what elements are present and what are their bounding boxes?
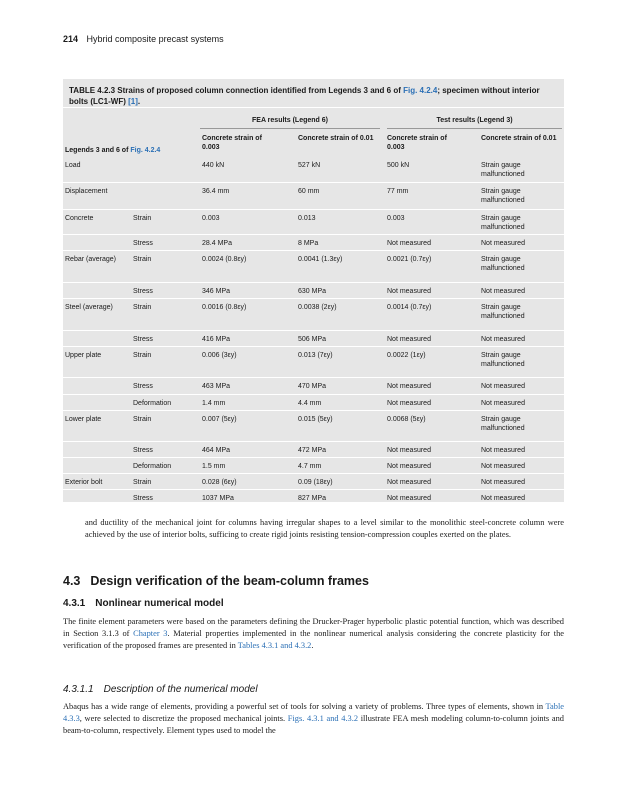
row-divider <box>63 298 564 299</box>
table-cell: 463 MPa <box>202 383 231 390</box>
legends-header: Legends 3 and 6 of Fig. 4.2.4 <box>65 147 161 154</box>
row-divider <box>63 282 564 283</box>
section-heading <box>63 574 369 588</box>
table-cell: 4.4 mm <box>298 400 322 407</box>
table-cell: Strain gauge malfunctioned <box>481 416 525 432</box>
row-quantity: Stress <box>133 383 153 390</box>
group-header-fea: FEA results (Legend 6) <box>252 117 328 124</box>
table-cell: 0.0014 (0.7εy) <box>387 304 432 311</box>
legends-figure-link[interactable]: Fig. 4.2.4 <box>130 147 161 154</box>
row-divider <box>63 377 564 378</box>
table-cell: Not measured <box>387 495 431 502</box>
figure-link[interactable]: Fig. 4.2.4 <box>403 86 438 95</box>
table-cell: 346 MPa <box>202 288 231 295</box>
table-cell: 0.09 (18εy) <box>298 479 333 486</box>
row-divider <box>63 330 564 331</box>
tables-link[interactable]: Tables 4.3.1 and 4.3.2 <box>237 641 312 650</box>
row-category: Concrete <box>65 215 94 222</box>
table-cell: 416 MPa <box>202 336 231 343</box>
row-category: Exterior bolt <box>65 479 103 486</box>
table-cell: Not measured <box>481 447 525 454</box>
table-cell: 500 kN <box>387 162 410 169</box>
table-cell: 0.013 (7εy) <box>298 352 333 359</box>
col-header: Concrete strain of 0.003 <box>387 135 447 151</box>
paragraph-abaqus: Abaqus has a wide range of elements, providing a powerful set of tools for solving a variety of problems. Three types of elements, shown in Table 4.3.3, were selected to discretize the proposed mechanical joints. Figs. 4.3.1 and 4.3.2 illustrate FEA mesh modeling column-to-column joints and beam-to-column, respectively. Element types used to model the <box>63 702 564 735</box>
table-cell: 4.7 mm <box>298 463 322 470</box>
subsection-title: Nonlinear numerical model <box>95 598 224 609</box>
row-category: Load <box>65 162 81 169</box>
table-cell: 36.4 mm <box>202 188 230 195</box>
chapter-link[interactable]: Chapter 3 <box>133 629 168 638</box>
table-cell: Strain gauge malfunctioned <box>481 188 525 204</box>
section-number: 4.3 <box>63 574 81 588</box>
row-quantity: Stress <box>133 288 153 295</box>
row-divider <box>63 489 564 490</box>
row-divider <box>63 209 564 210</box>
row-category: Lower plate <box>65 416 102 423</box>
row-quantity: Deformation <box>133 400 172 407</box>
table-cell: 28.4 MPa <box>202 240 232 247</box>
col-header: Concrete strain of 0.01 <box>481 135 557 142</box>
table-cell: Not measured <box>387 463 431 470</box>
table-cell: Not measured <box>481 288 525 295</box>
col-header: Concrete strain of 0.003 <box>202 135 262 151</box>
row-category: Upper plate <box>65 352 102 359</box>
paragraph-fe-parameters: The finite element parameters were based on the parameters defining the Drucker-Prager hyperbolic plastic potential function, which was described in Section 3.1.3 of Chapter 3. Material properties implemented in the nonlinear numerical analysis considering the concrete plasticity for the verification of the proposed frames are presented in Tables 4.3.1 and 4.3.2. <box>63 617 564 650</box>
row-quantity: Strain <box>133 215 152 222</box>
table-cell: Not measured <box>387 288 431 295</box>
reference-link[interactable]: [1] <box>128 97 138 106</box>
table-cell: 0.0016 (0.8εy) <box>202 304 247 311</box>
table-cell: 0.007 (5εy) <box>202 416 237 423</box>
row-quantity: Strain <box>133 479 152 486</box>
table-cell: 0.0041 (1.3εy) <box>298 256 343 263</box>
row-quantity: Stress <box>133 447 153 454</box>
table-cell: 0.0024 (0.8εy) <box>202 256 247 263</box>
table-cell: Strain gauge malfunctioned <box>481 162 525 178</box>
row-divider <box>63 441 564 442</box>
row-quantity: Strain <box>133 416 152 423</box>
table-cell: Not measured <box>387 383 431 390</box>
table-cell: 506 MPa <box>298 336 327 343</box>
table-cell: 1.4 mm <box>202 400 226 407</box>
table-cell: 470 MPa <box>298 383 327 390</box>
table-cell: 0.0068 (5εy) <box>387 416 426 423</box>
row-divider <box>63 473 564 474</box>
row-divider <box>63 346 564 347</box>
row-quantity: Stress <box>133 495 153 502</box>
table-cell: Strain gauge malfunctioned <box>481 304 525 320</box>
table-cell: Not measured <box>481 383 525 390</box>
table-caption: TABLE 4.2.3 Strains of proposed column connection identified from Legends 3 and 6 of Fig. 4.2.4; specimen without interior bolts (LC1-WF) [1]. <box>69 86 540 106</box>
paragraph-ductility: and ductility of the mechanical joint for columns having irregular shapes to a level similar to the monolithic steel-concrete column were achieved by the use of interior bolts, sufficing to create rigid joints resisting tension-compression couples exerted on the plates. <box>85 518 564 539</box>
running-header <box>63 34 224 44</box>
table-cell: 827 MPa <box>298 495 327 502</box>
table-cell: Not measured <box>481 479 525 486</box>
table-cell: Not measured <box>387 336 431 343</box>
subsection-heading <box>63 598 224 609</box>
table-link[interactable]: Table 4.3.3 <box>63 702 564 723</box>
table-cell: Strain gauge malfunctioned <box>481 352 525 368</box>
table-cell: 472 MPa <box>298 447 327 454</box>
figures-link[interactable]: Figs. 4.3.1 and 4.3.2 <box>287 714 359 723</box>
running-title: Hybrid composite precast systems <box>86 34 224 44</box>
subsubsection-title: Description of the numerical model <box>103 684 258 695</box>
table-cell: 464 MPa <box>202 447 231 454</box>
row-divider <box>63 182 564 183</box>
table-cell: Not measured <box>387 400 431 407</box>
table-cell: Not measured <box>387 447 431 454</box>
row-category: Steel (average) <box>65 304 113 311</box>
row-divider <box>63 394 564 395</box>
table-cell: 0.013 <box>298 215 316 222</box>
table-cell: 1037 MPa <box>202 495 234 502</box>
group-underline-test <box>387 128 562 129</box>
table-cell: 0.028 (6εy) <box>202 479 237 486</box>
group-underline-fea <box>200 128 380 129</box>
row-quantity: Strain <box>133 304 152 311</box>
table-cell: Not measured <box>481 240 525 247</box>
table-cell: Strain gauge malfunctioned <box>481 215 525 231</box>
col-header: Concrete strain of 0.01 <box>298 135 374 142</box>
table-cell: 0.003 <box>202 215 220 222</box>
table-cell: Not measured <box>387 240 431 247</box>
row-divider <box>63 457 564 458</box>
section-title: Design verification of the beam-column frames <box>90 574 369 588</box>
row-category: Rebar (average) <box>65 256 116 263</box>
table-cell: 0.0038 (2εy) <box>298 304 337 311</box>
row-quantity: Deformation <box>133 463 172 470</box>
table-cell: Not measured <box>481 400 525 407</box>
table-cell: 8 MPa <box>298 240 319 247</box>
row-divider <box>63 410 564 411</box>
table-cell: 630 MPa <box>298 288 327 295</box>
table-cell: 0.006 (3εy) <box>202 352 237 359</box>
row-quantity: Stress <box>133 336 153 343</box>
table-cell: 0.0021 (0.7εy) <box>387 256 432 263</box>
row-quantity: Strain <box>133 256 152 263</box>
table-cell: 60 mm <box>298 188 320 195</box>
strain-table <box>63 79 564 502</box>
subsection-number: 4.3.1 <box>63 598 86 609</box>
table-cell: Not measured <box>481 495 525 502</box>
row-quantity: Strain <box>133 352 152 359</box>
table-cell: 440 kN <box>202 162 225 169</box>
table-cell: 0.015 (5εy) <box>298 416 333 423</box>
table-cell: 0.0022 (1εy) <box>387 352 426 359</box>
row-quantity: Stress <box>133 240 153 247</box>
page-number: 214 <box>63 34 79 44</box>
table-cell: 1.5 mm <box>202 463 226 470</box>
table-cell: Not measured <box>387 479 431 486</box>
row-category: Displacement <box>65 188 108 195</box>
subsubsection-heading <box>63 684 258 695</box>
table-cell: Strain gauge malfunctioned <box>481 256 525 272</box>
table-cell: 527 kN <box>298 162 321 169</box>
table-cell: 0.003 <box>387 215 405 222</box>
table-cell: Not measured <box>481 336 525 343</box>
row-divider <box>63 250 564 251</box>
row-divider <box>63 234 564 235</box>
table-cell: Not measured <box>481 463 525 470</box>
table-top-rule <box>63 107 564 108</box>
group-header-test: Test results (Legend 3) <box>436 117 513 124</box>
subsubsection-number: 4.3.1.1 <box>63 684 94 695</box>
table-cell: 77 mm <box>387 188 409 195</box>
